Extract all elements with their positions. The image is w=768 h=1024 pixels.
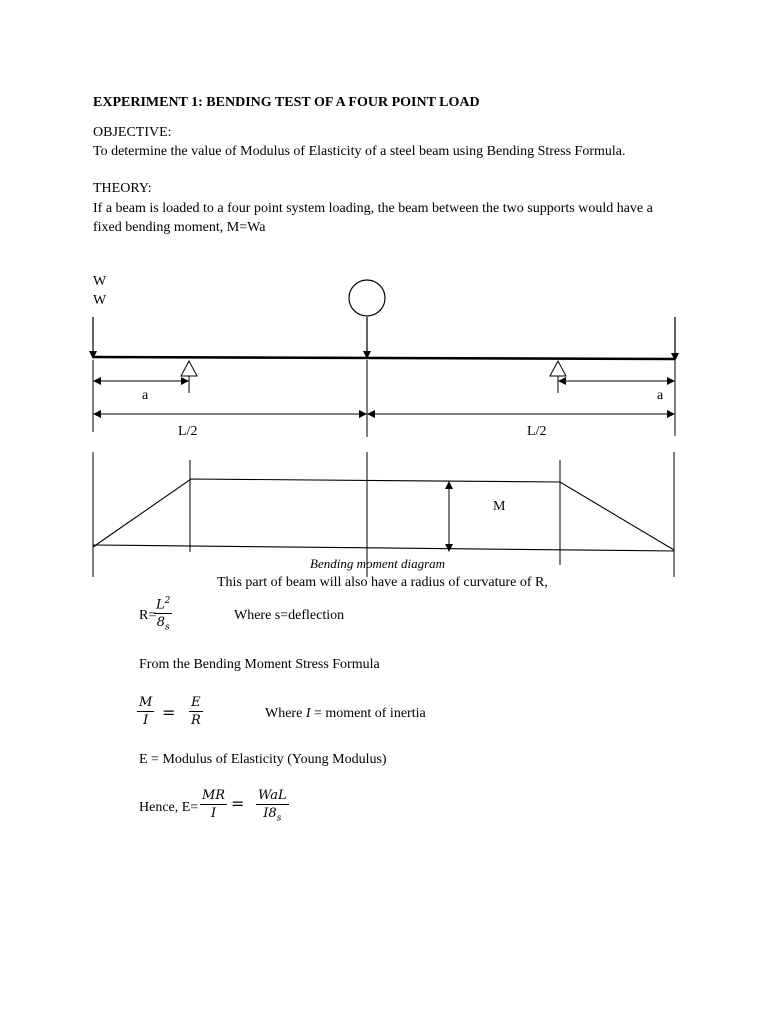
moment-curve bbox=[93, 479, 674, 550]
eq-final-left-fraction: $\frac{MR}{I}$ bbox=[202, 788, 226, 821]
theory-line-1: If a beam is loaded to a four point system loading, the beam between the two supports would have a bbox=[93, 201, 653, 216]
moment-baseline bbox=[93, 545, 674, 551]
from-text: From the Bending Moment Stress Formula bbox=[139, 657, 380, 672]
eq-final-lhs: Hence, E= bbox=[139, 800, 199, 815]
eq-stress-equals: = bbox=[162, 703, 176, 722]
load-label-1: W bbox=[93, 274, 107, 289]
dim-half-right-label: L/2 bbox=[527, 424, 547, 439]
dim-half-left-label: L/2 bbox=[178, 424, 198, 439]
objective-label: OBJECTIVE: bbox=[93, 125, 172, 140]
left-support-icon bbox=[181, 361, 197, 376]
eq-radius-note: Where s=deflection bbox=[234, 608, 345, 623]
load-circle-icon bbox=[349, 280, 385, 316]
eq-radius-lhs: R= bbox=[139, 608, 157, 623]
load-label-2: W bbox=[93, 293, 107, 308]
modulus-definition: E = Modulus of Elasticity (Young Modulus) bbox=[139, 752, 387, 767]
theory-label: THEORY: bbox=[93, 181, 152, 196]
eq-radius-fraction: $\frac{L^2}{8_s}$ bbox=[156, 596, 171, 633]
objective-text: To determine the value of Modulus of Elasticity of a steel beam using Bending Stress Formula. bbox=[93, 144, 626, 159]
dim-a-left-label: a bbox=[142, 388, 149, 403]
eq-stress-left-fraction: $\frac{M}{I}$ bbox=[139, 695, 153, 728]
beam bbox=[93, 357, 675, 359]
moment-label: M bbox=[493, 499, 506, 514]
eq-final-right-fraction: WaL $I8_s$ bbox=[258, 788, 287, 824]
eq-final-equals: = bbox=[231, 794, 245, 813]
right-support-icon bbox=[550, 361, 566, 376]
figure-caption: Bending moment diagram bbox=[310, 556, 446, 571]
curvature-text: This part of beam will also have a radius of curvature of R, bbox=[217, 575, 548, 590]
dim-a-right-label: a bbox=[657, 388, 664, 403]
page-title: EXPERIMENT 1: BENDING TEST OF A FOUR POINT LOAD bbox=[93, 95, 480, 110]
eq-stress-right-fraction: $\frac{E}{R}$ bbox=[191, 695, 201, 728]
eq-stress-note: Where I = moment of inertia bbox=[265, 706, 426, 721]
theory-line-2: fixed bending moment, M=Wa bbox=[93, 220, 266, 235]
